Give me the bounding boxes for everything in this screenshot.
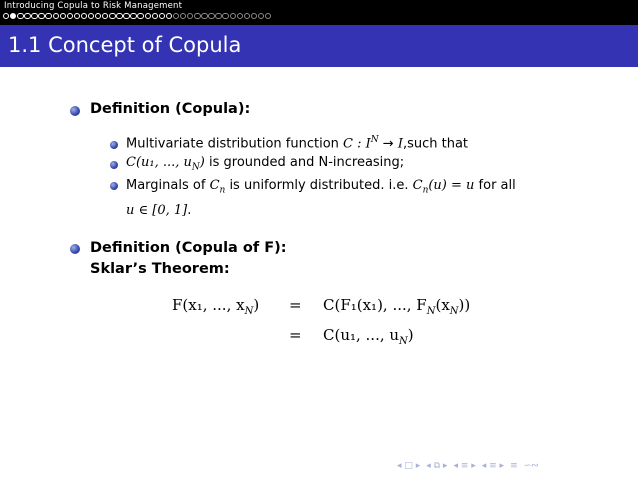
equation-rhs2-sub: N [399, 336, 408, 347]
point-1-arrow: → [378, 136, 398, 152]
point-3-math-c: C [209, 178, 220, 193]
frame-title-bar [0, 25, 638, 67]
frame-dot-icon[interactable] [38, 13, 44, 19]
frame-dot-icon[interactable] [130, 13, 136, 19]
frame-dot-icon[interactable] [109, 13, 115, 19]
equation-lhs: F(x₁, ..., x [172, 296, 245, 314]
point-3-sub-n2: n [422, 185, 429, 196]
nav-align-icon[interactable]: ≡ [510, 461, 518, 471]
frame-dot-icon[interactable] [222, 13, 228, 19]
point-3-period: . [187, 202, 192, 218]
frame-dot-icon[interactable] [180, 13, 186, 19]
point-3-math-c2: C [412, 178, 423, 193]
point-1-prefix: Multivariate distribution function [126, 136, 344, 152]
frame-dot-icon[interactable] [145, 13, 151, 19]
frame-dot-icon[interactable] [74, 13, 80, 19]
definition-copula-of-f-label [90, 238, 287, 280]
navigation-header [0, 0, 638, 25]
frame-dot-icon[interactable] [53, 13, 59, 19]
frame-dot-icon[interactable] [81, 13, 87, 19]
definition-point-3 [126, 176, 516, 221]
frame-dot-icon[interactable] [137, 13, 143, 19]
frame-dot-icon[interactable] [166, 13, 172, 19]
frame-dot-icon[interactable] [251, 13, 257, 19]
sub-bullet-ball-icon [110, 141, 118, 149]
frame-dot-icon[interactable] [159, 13, 165, 19]
sklar-equation-rhs-1 [323, 296, 470, 317]
point-3-math-equation: (u) = u [428, 178, 475, 193]
frame-dot-icon[interactable] [237, 13, 243, 19]
sklars-theorem-label: Sklar’s Theorem: [90, 261, 230, 277]
frame-dot-icon[interactable] [88, 13, 94, 19]
frame-title: 1.1 Concept of Copula [8, 33, 242, 57]
frame-dot-icon[interactable] [67, 13, 73, 19]
sub-bullet-ball-icon [110, 182, 118, 190]
equation-rhs1-sub2: N [449, 306, 459, 317]
point-2-sub: N [191, 162, 200, 173]
equals-sign-1: = [289, 296, 302, 314]
definition-copula-label: Definition (Copula): [90, 101, 251, 117]
point-2-math-close: ) [199, 155, 205, 170]
equation-rhs1-tail: (x [435, 296, 450, 314]
definition-copula-of-f-line1: Definition (Copula of F): [90, 240, 287, 256]
frame-dot-icon[interactable] [173, 13, 179, 19]
equation-rhs2-close: ) [407, 326, 414, 344]
frame-dot-icon[interactable] [187, 13, 193, 19]
equation-rhs1-sub: N [426, 306, 436, 317]
frame-dot-icon[interactable] [194, 13, 200, 19]
frame-dot-icon[interactable] [208, 13, 214, 19]
frame-dot-icon[interactable] [116, 13, 122, 19]
sklar-equation-rhs-2 [323, 326, 414, 347]
point-3-sub-n: n [219, 185, 226, 196]
beamer-navigation-symbols [397, 461, 539, 471]
nav-section-icon[interactable]: ◂ ≡ ▸ [481, 461, 505, 471]
frame-dot-icon[interactable] [102, 13, 108, 19]
bullet-ball-icon [70, 106, 80, 116]
point-3-prefix: Marginals of [126, 178, 210, 193]
frame-dot-icon[interactable] [95, 13, 101, 19]
point-1-suffix: ,such that [402, 136, 469, 152]
nav-left-icon[interactable]: ◂ □ ▸ [397, 461, 421, 471]
frame-dot-icon[interactable] [123, 13, 129, 19]
definition-point-2 [126, 155, 404, 173]
point-3-mid: is uniformly distributed. i.e. [225, 178, 413, 193]
frame-dot-icon[interactable] [3, 13, 9, 19]
frame-dot-icon[interactable] [230, 13, 236, 19]
equation-rhs2: C(u₁, ..., u [323, 326, 400, 344]
nav-frame-icon[interactable]: ◂ ⧉ ▸ [426, 461, 448, 471]
equation-rhs1-close: )) [458, 296, 471, 314]
frame-dot-icon[interactable] [152, 13, 158, 19]
frame-dot-icon[interactable] [10, 13, 16, 19]
sub-bullet-ball-icon [110, 161, 118, 169]
presentation-title[interactable]: Introducing Copula to Risk Management [4, 1, 183, 11]
definition-point-1 [126, 135, 468, 151]
equation-lhs-close: ) [253, 296, 260, 314]
nav-subsection-icon[interactable]: ◂ ≡ ▸ [453, 461, 476, 471]
frame-dot-icon[interactable] [215, 13, 221, 19]
point-1-sup: N [370, 135, 379, 145]
point-1-math: C : I [343, 136, 371, 152]
frame-dot-icon[interactable] [60, 13, 66, 19]
equals-sign-2: = [289, 326, 302, 344]
frame-dot-icon[interactable] [201, 13, 207, 19]
point-2-math: C(u₁, ..., u [126, 155, 192, 170]
bullet-ball-icon [70, 244, 80, 254]
frame-dot-icon[interactable] [258, 13, 264, 19]
frame-progress-dots[interactable] [3, 13, 272, 21]
frame-dot-icon[interactable] [31, 13, 37, 19]
frame-dot-icon[interactable] [244, 13, 250, 19]
point-1-math-i: I [397, 136, 403, 152]
frame-dot-icon[interactable] [24, 13, 30, 19]
point-3-math-interval: u ∈ [0, 1] [126, 202, 188, 218]
equation-lhs-sub: N [244, 306, 254, 317]
equation-rhs1: C(F₁(x₁), ..., F [323, 296, 427, 314]
frame-dot-icon[interactable] [17, 13, 23, 19]
point-3-suffix: for all [474, 178, 516, 193]
sklar-equation-line-1 [172, 296, 259, 317]
frame-dot-icon[interactable] [265, 13, 271, 19]
nav-search-icon[interactable]: ∽∾ [523, 461, 539, 471]
point-2-suffix: is grounded and N-increasing; [204, 155, 405, 170]
frame-dot-icon[interactable] [45, 13, 51, 19]
